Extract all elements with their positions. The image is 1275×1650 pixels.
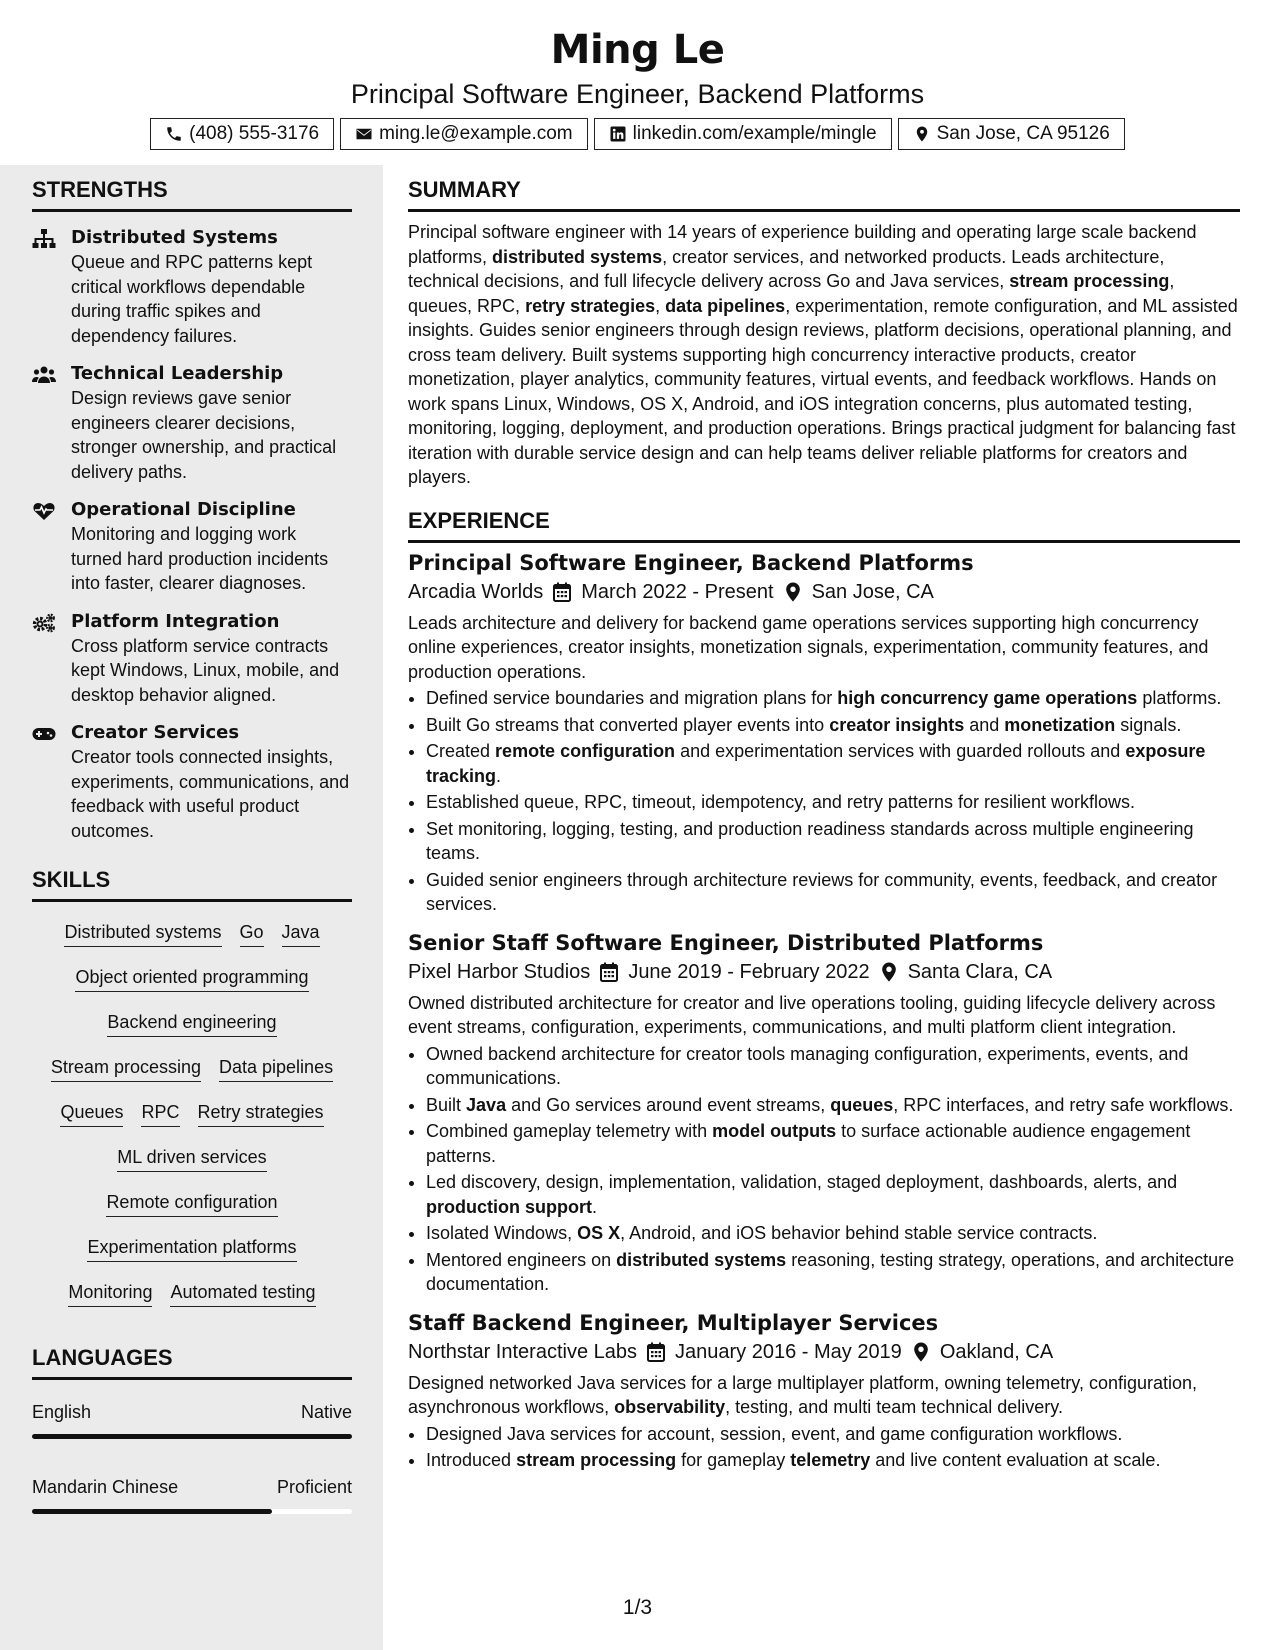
text-run: . [496, 765, 502, 786]
map-pin-icon [880, 962, 898, 982]
gears-icon [32, 613, 56, 633]
language-bar [32, 1509, 352, 1514]
language-bar-fill [32, 1434, 352, 1439]
job-bullet [426, 1422, 1240, 1447]
job-bullet [426, 713, 1240, 738]
job-dates: March 2022 - Present [581, 580, 774, 603]
text-run: reasoning, testing strategy, operations, and architecture documentation. [426, 1249, 1235, 1294]
contact-location [898, 118, 1125, 150]
skill-tag: Retry strategies [198, 1100, 324, 1127]
job-entry [408, 1309, 1240, 1473]
language-name: Mandarin Chinese [32, 1477, 179, 1497]
text-run: platforms. [1137, 688, 1222, 708]
skill-tag: Queues [60, 1100, 123, 1127]
job-meta [408, 1337, 1240, 1367]
job-bullets [408, 686, 1240, 917]
bold-keyword: retry strategies [525, 295, 656, 316]
bold-keyword: data pipelines [665, 295, 786, 316]
job-title: Staff Backend Engineer, Multiplayer Services [408, 1310, 939, 1335]
text-run: , experimentation, remote configuration, and ML assisted insights. Guides senior engineers through design reviews, platform decisions, operational planning, and cross team delivery. Built systems supporting high concurrency interactive products, creator monetization, player analytics, community features, virtual events, and feedback workflows. Hands on work spans Linux, Windows, OS X, Android, and iOS integration concerns, plus automated testing, monitoring, logging, deployment, and production operations. Brings practical judgment for balancing fast iteration with durable service design and can help teams deliver reliable platforms for creators and players. [408, 295, 1238, 487]
language-name: English [32, 1402, 92, 1422]
strength-desc: Cross platform service contracts kept Windows, Linux, mobile, and desktop behavior aligned. [71, 635, 340, 705]
sidebar [0, 165, 383, 1650]
text-run: Established queue, RPC, timeout, idempotency, and retry patterns for resilient workflows. [426, 792, 1135, 812]
text-run: Created [426, 741, 496, 761]
skill-row [32, 1190, 352, 1235]
skill-tag: Experimentation platforms [87, 1235, 296, 1262]
resume-header [0, 0, 1275, 165]
strength-item [32, 226, 352, 348]
text-run: Owned backend architecture for creator tools managing configuration, experiments, events, and communications. [426, 1043, 1189, 1088]
job-entry [408, 549, 1240, 917]
contact-location-text: San Jose, CA 95126 [936, 123, 1110, 144]
strength-title: Distributed Systems [71, 227, 278, 248]
skill-row [32, 965, 352, 1010]
contact-phone[interactable] [150, 118, 334, 150]
calendar-icon [553, 582, 571, 602]
contact-linkedin-text: linkedin.com/example/mingle [632, 123, 877, 144]
strength-desc: Creator tools connected insights, experiments, communications, and feedback with useful product outcomes. [71, 747, 350, 841]
job-bullet [426, 1448, 1240, 1473]
job-dates: June 2019 - February 2022 [628, 960, 870, 983]
phone-icon [165, 125, 183, 143]
bold-keyword: distributed systems [492, 246, 663, 267]
skill-tag: Object oriented programming [75, 965, 308, 992]
envelope-icon [355, 125, 373, 143]
strength-item [32, 610, 352, 708]
summary-heading: SUMMARY [408, 177, 1240, 212]
page-number: 1/3 [622, 1596, 653, 1619]
strength-desc: Monitoring and logging work turned hard production incidents into faster, clearer diagnoses. [71, 524, 329, 593]
skill-tag: Stream processing [51, 1055, 201, 1082]
text-run: Combined gameplay telemetry with [426, 1121, 713, 1141]
sitemap-icon [32, 229, 56, 249]
bold-keyword: Java [466, 1094, 507, 1115]
strength-desc: Queue and RPC patterns kept critical workflows dependable during traffic spikes and dependency failures. [71, 252, 313, 346]
skill-row [32, 1280, 352, 1325]
bold-keyword: queues [830, 1094, 894, 1115]
skill-tag: Automated testing [170, 1280, 315, 1307]
job-location: Santa Clara, CA [907, 960, 1053, 983]
language-bar [32, 1434, 352, 1439]
strength-item [32, 498, 352, 596]
strength-title: Operational Discipline [71, 499, 296, 520]
strength-item [32, 362, 352, 484]
job-bullet [426, 1221, 1240, 1246]
language-level: Native [300, 1402, 352, 1422]
text-run: signals. [1115, 714, 1182, 735]
text-run: Built [426, 1094, 467, 1115]
skill-tag: Go [240, 920, 264, 947]
job-bullet [426, 1093, 1240, 1118]
skill-row [32, 1100, 352, 1145]
gamepad-icon [32, 724, 56, 744]
skill-tag: ML driven services [117, 1145, 266, 1172]
job-company: Northstar Interactive Labs [408, 1340, 637, 1363]
calendar-icon [600, 962, 618, 982]
candidate-title: Principal Software Engineer, Backend Platforms [350, 79, 925, 109]
text-run: , creator services, and networked products. Leads architecture, technical decisions, and full lifecycle delivery across Go and Java services, [408, 246, 1165, 291]
bold-keyword: telemetry [790, 1450, 871, 1470]
text-run: , queues, RPC, [408, 271, 1175, 316]
skill-tag: RPC [141, 1100, 179, 1127]
contact-email[interactable] [340, 118, 588, 150]
job-bullet [426, 790, 1240, 815]
bold-keyword: stream processing [1009, 271, 1170, 291]
skill-row [32, 1055, 352, 1100]
text-run: and [964, 714, 1005, 735]
bold-keyword: high concurrency game operations [837, 688, 1138, 708]
text-run: Mentored engineers on [426, 1249, 617, 1270]
bold-keyword: observability [614, 1397, 726, 1417]
candidate-name: Ming Le [550, 27, 725, 73]
contact-email-text: ming.le@example.com [379, 123, 573, 144]
contact-bar [0, 118, 1275, 150]
linkedin-icon [609, 125, 627, 143]
map-pin-icon [784, 582, 802, 602]
skill-tag: Remote configuration [106, 1190, 277, 1217]
contact-phone-text: (408) 555-3176 [189, 123, 320, 144]
job-location: Oakland, CA [939, 1340, 1054, 1363]
strength-title: Creator Services [71, 722, 240, 743]
text-run: to surface actionable audience engagement patterns. [426, 1121, 1191, 1166]
skills-heading: SKILLS [32, 867, 352, 902]
skill-tag: Java [282, 920, 320, 947]
language-item [32, 1400, 352, 1439]
strength-item [32, 721, 352, 843]
job-company: Arcadia Worlds [408, 580, 544, 603]
job-title: Senior Staff Software Engineer, Distributed Platforms [408, 930, 1044, 955]
strengths-heading: STRENGTHS [32, 177, 352, 212]
job-bullet [426, 868, 1240, 917]
job-title: Principal Software Engineer, Backend Platforms [408, 550, 974, 575]
job-bullet [426, 739, 1240, 788]
languages-heading: LANGUAGES [32, 1345, 352, 1380]
job-company: Pixel Harbor Studios [408, 960, 591, 983]
language-level: Proficient [276, 1477, 352, 1497]
text-run: Isolated Windows, [426, 1223, 578, 1243]
text-run: Principal software engineer with 14 years of experience building and operating large scale backend platforms, [408, 222, 1197, 267]
skill-tag: Data pipelines [219, 1055, 333, 1082]
skill-tag: Monitoring [68, 1280, 152, 1307]
skill-tag: Distributed systems [64, 920, 221, 947]
map-pin-icon [913, 125, 931, 143]
heartbeat-icon [32, 501, 56, 521]
language-item [32, 1475, 352, 1514]
bold-keyword: production support [426, 1196, 592, 1217]
text-run: . [591, 1196, 597, 1217]
summary-text [408, 220, 1240, 490]
text-run: Designed Java services for account, session, event, and game configuration workflows. [426, 1423, 1123, 1444]
main-content [408, 165, 1240, 1475]
job-description [408, 1371, 1240, 1420]
text-run: , RPC interfaces, and retry safe workflows. [893, 1094, 1234, 1115]
contact-linkedin[interactable] [594, 118, 892, 150]
bold-keyword: OS X [577, 1223, 621, 1243]
text-run: Guided senior engineers through architecture reviews for community, events, feedback, and creator services. [426, 869, 1218, 914]
job-bullets [408, 1042, 1240, 1297]
text-run: , testing, and multi team technical delivery. [725, 1397, 1063, 1417]
job-bullet [426, 817, 1240, 866]
strength-title: Platform Integration [71, 610, 280, 632]
job-bullet [426, 1170, 1240, 1219]
skill-tag: Backend engineering [107, 1010, 276, 1037]
text-run: , Android, and iOS behavior behind stable service contracts. [620, 1223, 1098, 1243]
job-dates: January 2016 - May 2019 [675, 1340, 902, 1363]
skills-list [32, 920, 352, 1325]
job-location: San Jose, CA [811, 580, 934, 603]
job-entry [408, 929, 1240, 1297]
job-bullets [408, 1422, 1240, 1473]
job-bullet [426, 1248, 1240, 1297]
skill-row [32, 1235, 352, 1280]
map-pin-icon [912, 1342, 930, 1362]
skill-row [32, 1145, 352, 1190]
text-run: Introduced [426, 1450, 517, 1470]
job-description: Owned distributed architecture for creator and live operations tooling, guiding lifecycle delivery across event streams, configuration, experiments, communications, and multi platform client integration. [408, 992, 1216, 1037]
job-description: Leads architecture and delivery for backend game operations services supporting high concurrency online experiences, creator insights, monetization signals, experimentation, community features, and production operations. [408, 612, 1209, 682]
experience-heading: EXPERIENCE [408, 508, 1240, 543]
text-run: Built Go streams that converted player events into [426, 714, 830, 735]
text-run: Set monitoring, logging, testing, and production readiness standards across multiple engineering teams. [426, 818, 1194, 863]
text-run: and Go services around event streams, [506, 1094, 831, 1115]
job-bullet [426, 1042, 1240, 1091]
skill-row [32, 1010, 352, 1055]
strength-title: Technical Leadership [71, 363, 284, 384]
text-run: and live content evaluation at scale. [870, 1450, 1161, 1470]
bold-keyword: creator insights [829, 714, 965, 735]
bold-keyword: remote configuration [495, 741, 676, 761]
text-run: Led discovery, design, implementation, validation, staged deployment, dashboards, alerts, and [426, 1172, 1178, 1192]
bold-keyword: model outputs [712, 1121, 837, 1141]
bold-keyword: stream processing [516, 1450, 677, 1470]
users-icon [32, 365, 56, 385]
text-run: Defined service boundaries and migration plans for [426, 688, 838, 708]
language-bar-fill [32, 1509, 272, 1514]
text-run: Designed networked Java services for a large multiplayer platform, owning telemetry, configuration, asynchronous workflows, [408, 1372, 1198, 1417]
bold-keyword: monetization [1004, 714, 1116, 735]
text-run: for gameplay [676, 1450, 791, 1470]
skill-row [32, 920, 352, 965]
text-run: , [655, 295, 666, 316]
job-bullet [426, 1119, 1240, 1168]
job-meta [408, 957, 1240, 987]
job-bullet [426, 686, 1240, 711]
job-meta [408, 577, 1240, 607]
bold-keyword: distributed systems [616, 1249, 787, 1270]
calendar-icon [647, 1342, 665, 1362]
bold-keyword: exposure tracking [426, 741, 1206, 786]
strength-desc: Design reviews gave senior engineers clearer decisions, stronger ownership, and practical delivery paths. [71, 388, 337, 482]
text-run: and experimentation services with guarded rollouts and [675, 741, 1126, 761]
experience-list [408, 549, 1240, 1473]
